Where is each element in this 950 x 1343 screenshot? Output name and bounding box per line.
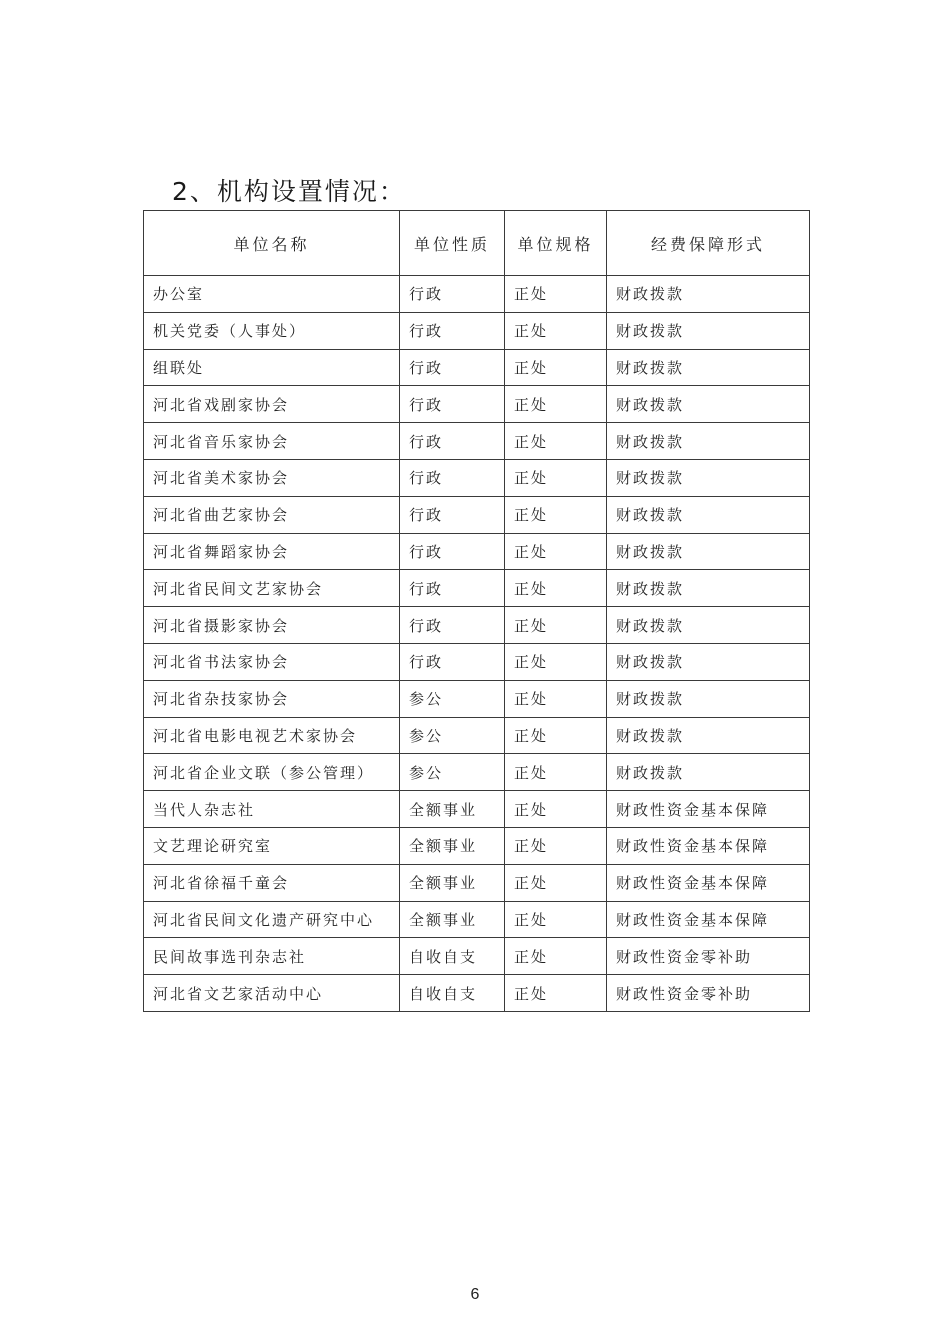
unit-level-cell: 正处 — [505, 975, 607, 1012]
page-number: 6 — [470, 1286, 480, 1303]
table-row — [144, 901, 810, 938]
table-row — [144, 607, 810, 644]
funding-form-cell: 财政拨款 — [607, 423, 810, 460]
unit-level-cell: 正处 — [505, 423, 607, 460]
table-row — [144, 349, 810, 386]
funding-form-cell: 财政拨款 — [607, 386, 810, 423]
unit-name-cell: 办公室 — [144, 276, 400, 313]
unit-nature-cell: 全额事业 — [400, 864, 505, 901]
unit-level-cell: 正处 — [505, 754, 607, 791]
unit-name-cell: 文艺理论研究室 — [144, 827, 400, 864]
table-row — [144, 827, 810, 864]
unit-name-cell: 河北省曲艺家协会 — [144, 496, 400, 533]
funding-form-cell: 财政拨款 — [607, 680, 810, 717]
institution-table — [143, 210, 810, 1012]
unit-nature-cell: 行政 — [400, 570, 505, 607]
unit-name-cell: 河北省美术家协会 — [144, 459, 400, 496]
unit-nature-cell: 行政 — [400, 533, 505, 570]
table-row — [144, 864, 810, 901]
table-row — [144, 754, 810, 791]
unit-level-cell: 正处 — [505, 938, 607, 975]
unit-name-cell: 河北省书法家协会 — [144, 643, 400, 680]
unit-name-cell: 河北省企业文联（参公管理） — [144, 754, 400, 791]
funding-form-cell: 财政拨款 — [607, 643, 810, 680]
funding-form-cell: 财政性资金基本保障 — [607, 827, 810, 864]
unit-name-cell: 组联处 — [144, 349, 400, 386]
unit-name-cell: 河北省民间文化遗产研究中心 — [144, 901, 400, 938]
unit-level-cell: 正处 — [505, 386, 607, 423]
funding-form-cell: 财政性资金零补助 — [607, 975, 810, 1012]
funding-form-cell: 财政拨款 — [607, 533, 810, 570]
unit-name-cell: 河北省音乐家协会 — [144, 423, 400, 460]
unit-nature-cell: 行政 — [400, 349, 505, 386]
unit-name-cell: 河北省戏剧家协会 — [144, 386, 400, 423]
table-row — [144, 386, 810, 423]
unit-level-cell: 正处 — [505, 901, 607, 938]
unit-name-cell: 河北省文艺家活动中心 — [144, 975, 400, 1012]
funding-form-cell: 财政性资金基本保障 — [607, 901, 810, 938]
table-row — [144, 938, 810, 975]
table-row — [144, 717, 810, 754]
unit-level-cell: 正处 — [505, 349, 607, 386]
unit-nature-cell: 全额事业 — [400, 901, 505, 938]
table-row — [144, 680, 810, 717]
funding-form-cell: 财政拨款 — [607, 312, 810, 349]
header-funding-form: 经费保障形式 — [607, 211, 810, 276]
header-unit-level: 单位规格 — [505, 211, 607, 276]
table-header — [144, 211, 810, 276]
unit-name-cell: 河北省民间文艺家协会 — [144, 570, 400, 607]
unit-nature-cell: 行政 — [400, 386, 505, 423]
funding-form-cell: 财政拨款 — [607, 607, 810, 644]
unit-nature-cell: 自收自支 — [400, 975, 505, 1012]
funding-form-cell: 财政性资金基本保障 — [607, 791, 810, 828]
table-body — [144, 276, 810, 1012]
section-title: 2、机构设置情况： — [172, 177, 406, 206]
unit-name-cell: 河北省徐福千童会 — [144, 864, 400, 901]
unit-name-cell: 当代人杂志社 — [144, 791, 400, 828]
funding-form-cell: 财政拨款 — [607, 496, 810, 533]
unit-nature-cell: 参公 — [400, 717, 505, 754]
unit-level-cell: 正处 — [505, 680, 607, 717]
unit-name-cell: 民间故事选刊杂志社 — [144, 938, 400, 975]
funding-form-cell: 财政拨款 — [607, 349, 810, 386]
table-row — [144, 312, 810, 349]
unit-nature-cell: 行政 — [400, 312, 505, 349]
funding-form-cell: 财政拨款 — [607, 754, 810, 791]
unit-level-cell: 正处 — [505, 643, 607, 680]
unit-level-cell: 正处 — [505, 570, 607, 607]
unit-nature-cell: 行政 — [400, 607, 505, 644]
table-row — [144, 459, 810, 496]
unit-nature-cell: 全额事业 — [400, 791, 505, 828]
unit-nature-cell: 自收自支 — [400, 938, 505, 975]
funding-form-cell: 财政拨款 — [607, 717, 810, 754]
unit-level-cell: 正处 — [505, 827, 607, 864]
table-row — [144, 533, 810, 570]
table-row — [144, 791, 810, 828]
unit-nature-cell: 行政 — [400, 496, 505, 533]
unit-name-cell: 机关党委（人事处） — [144, 312, 400, 349]
funding-form-cell: 财政拨款 — [607, 570, 810, 607]
header-unit-name: 单位名称 — [144, 211, 400, 276]
table-row — [144, 276, 810, 313]
unit-nature-cell: 行政 — [400, 423, 505, 460]
unit-level-cell: 正处 — [505, 276, 607, 313]
unit-name-cell: 河北省摄影家协会 — [144, 607, 400, 644]
unit-level-cell: 正处 — [505, 864, 607, 901]
table-header-row — [144, 211, 810, 276]
funding-form-cell: 财政拨款 — [607, 276, 810, 313]
unit-level-cell: 正处 — [505, 791, 607, 828]
table-row — [144, 496, 810, 533]
unit-nature-cell: 参公 — [400, 680, 505, 717]
table-row — [144, 423, 810, 460]
unit-level-cell: 正处 — [505, 496, 607, 533]
unit-nature-cell: 全额事业 — [400, 827, 505, 864]
table-row — [144, 975, 810, 1012]
unit-nature-cell: 参公 — [400, 754, 505, 791]
unit-nature-cell: 行政 — [400, 643, 505, 680]
unit-level-cell: 正处 — [505, 459, 607, 496]
unit-name-cell: 河北省舞蹈家协会 — [144, 533, 400, 570]
funding-form-cell: 财政拨款 — [607, 459, 810, 496]
funding-form-cell: 财政性资金零补助 — [607, 938, 810, 975]
funding-form-cell: 财政性资金基本保障 — [607, 864, 810, 901]
table-row — [144, 643, 810, 680]
unit-level-cell: 正处 — [505, 312, 607, 349]
unit-nature-cell: 行政 — [400, 459, 505, 496]
header-unit-nature: 单位性质 — [400, 211, 505, 276]
unit-nature-cell: 行政 — [400, 276, 505, 313]
table-row — [144, 570, 810, 607]
unit-level-cell: 正处 — [505, 533, 607, 570]
unit-name-cell: 河北省杂技家协会 — [144, 680, 400, 717]
unit-name-cell: 河北省电影电视艺术家协会 — [144, 717, 400, 754]
unit-level-cell: 正处 — [505, 607, 607, 644]
unit-level-cell: 正处 — [505, 717, 607, 754]
